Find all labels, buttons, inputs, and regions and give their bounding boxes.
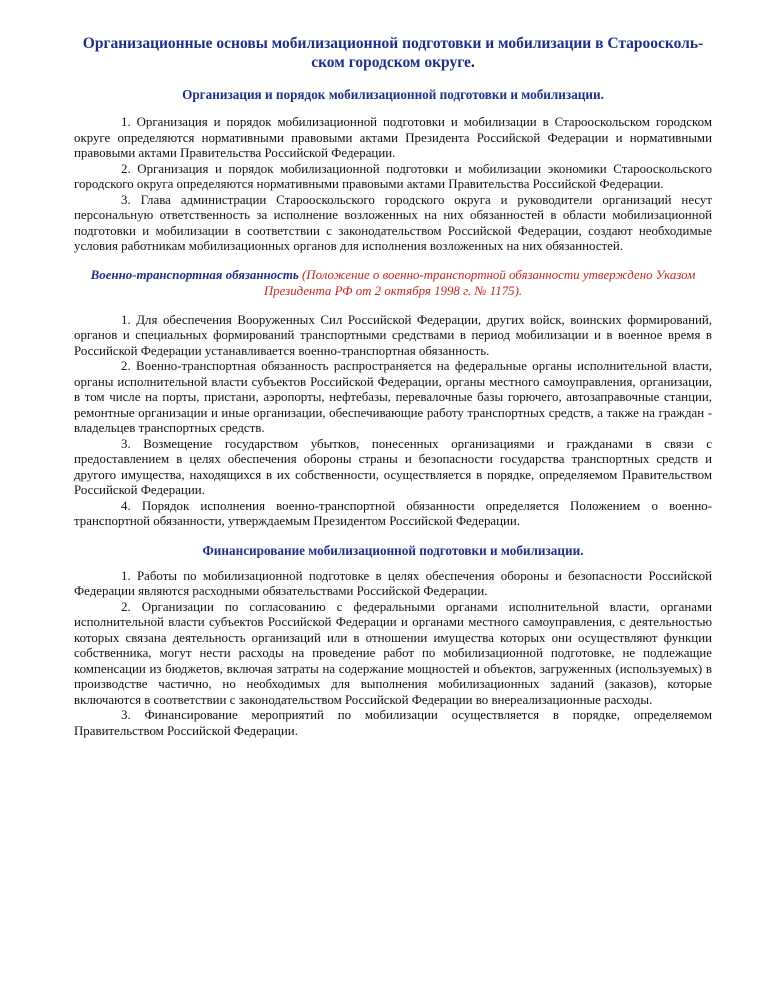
paragraph: 3. Финансирование мероприятий по мобилизации осуществляется в порядке, определяемом Правительством Российской Федерации.: [74, 708, 712, 738]
paragraph: 1. Работы по мобилизационной подготовке в целях обеспечения обороны и безопасности Российской Федерации являются расходными обязательствами Российской Федерации.: [74, 568, 712, 598]
paragraph: 3. Глава администрации Старооскольского городского округа и руководители организаций несут персональную ответственность за исполнение возложенных на них обязанностей в области мобилизационной подготовки и мобилизации в соответствии с законодательством Российской Федерации, создают необходимые условия работникам мобилизационных органов для исполнения возложенных на них обязанностей.: [74, 192, 712, 253]
document-title: [74, 34, 712, 72]
section-financing: [74, 542, 712, 740]
document-title-text: Организационные основы мобилизационной подготовки и мобилизации в Старооскольском городском округе: [82, 35, 704, 71]
paragraph: 2. Военно-транспортная обязанность распространяется на федеральные органы исполнительной власти, органы исполнительной власти субъектов Российской Федерации, органы местного самоуправления, организации, в том числе на порты, пристани, аэропорты, нефтебазы, перевалочные базы горючего, автозаправочные станции, ремонтные организации и иные организации, обеспечивающие работу транспортных средств, а также на граждан - владельцев транспортных средств.: [74, 359, 712, 435]
decree-reference-end: .: [518, 283, 523, 298]
section-heading-financing: Финансирование мобилизационной подготовки и мобилизации.: [202, 542, 584, 558]
paragraph: 2. Организация и порядок мобилизационной подготовки и мобилизации экономики Старооскольского городского округа определяются нормативными правовыми актами Правительства Российской Федерации.: [74, 161, 712, 191]
decree-reference: (Положение о военно-транспортной обязанности утверждено Указом Президента РФ от 2 октября 1998 г. № 1175): [263, 267, 696, 298]
section-heading-organization: Организация и порядок мобилизационной подготовки и мобилизации.: [182, 87, 604, 102]
paragraph: 1. Для обеспечения Вооруженных Сил Российской Федерации, других войск, воинских формирований, органов и специальных формирований транспортными средствами в период мобилизации и в военное время в Российской Федерации устанавливается военно-транспортная обязанность.: [74, 312, 712, 358]
section-heading-military-transport: [74, 267, 712, 299]
section-heading-lead: Военно-транспортная обязанность: [90, 267, 299, 282]
paragraph: 4. Порядок исполнения военно-транспортной обязанности определяется Положением о военно-транспортной обязанности, утверждаемым Президентом Российской Федерации.: [74, 498, 712, 528]
section-organization: [74, 86, 712, 255]
paragraph: 1. Организация и порядок мобилизационной подготовки и мобилизации в Старооскольском городском округе определяются нормативными правовыми актами Президента Российской Федерации и нормативными правовыми актами Правительства Российской Федерации.: [74, 115, 712, 160]
document-title-dot: .: [470, 54, 475, 71]
paragraph: 2. Организации по согласованию с федеральными органами исполнительной власти, органами исполнительной власти субъектов Российской Федерации и органами местного самоуправления, с деятельностью которых связана деятельность организаций или в отношении имущества которых они осуществляют функции собственника, могут нести расходы на проведение работ по мобилизационной подготовке, не подлежащие компенсации из бюджетов, включая затраты на содержание мощностей и объектов, загруженных (используемых) в производстве частично, но необходимых для выполнения мобилизационных заданий (заказов), которые включаются в соответствии с законодательством Российской Федерации во внереализационные расходы.: [74, 599, 712, 707]
paragraph: 3. Возмещение государством убытков, понесенных организациями и гражданами в связи с предоставлением в целях обеспечения обороны страны и безопасности государства транспортных средств и другого имущества, находящихся в их собственности, осуществляется в порядке, определяемом Правительством Российской Федерации.: [74, 436, 712, 497]
section-military-transport: [74, 267, 712, 530]
